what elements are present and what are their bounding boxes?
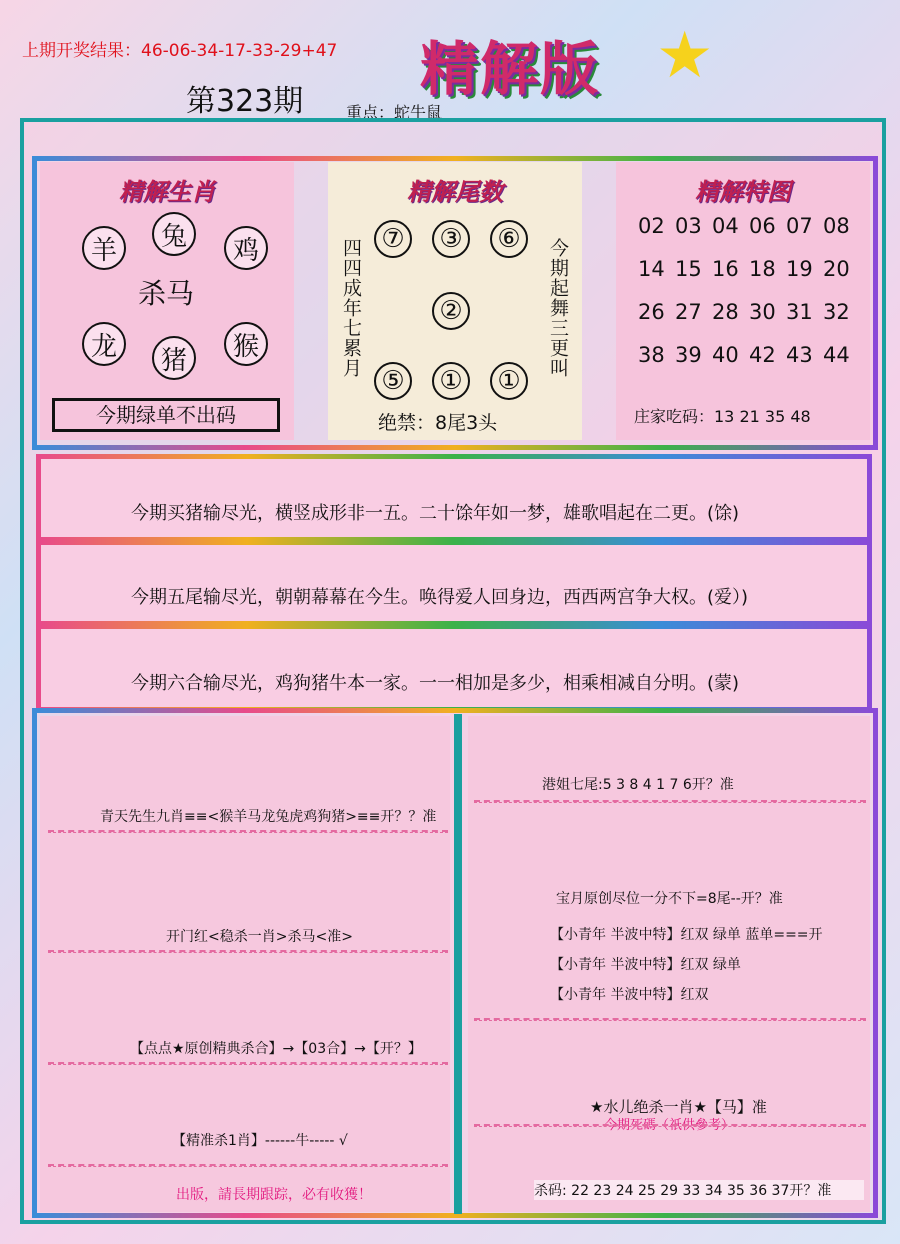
green-note: 今期绿单不出码 xyxy=(52,398,280,432)
special-number: 39 xyxy=(675,343,702,367)
tail-num: ⑦ xyxy=(374,220,412,258)
special-number: 44 xyxy=(823,343,850,367)
zodiac-dragon: 龙 xyxy=(82,322,126,366)
special-number: 38 xyxy=(638,343,665,367)
special-number: 28 xyxy=(712,300,739,324)
zodiac-panel-title: 精解生肖 xyxy=(119,177,215,206)
tail-left-verse: 四四成年七累月 xyxy=(340,238,362,378)
tail-num: ① xyxy=(490,362,528,400)
tail-num: ③ xyxy=(432,220,470,258)
last-result-text: 上期开奖结果：46-06-34-17-33-29+47 xyxy=(22,41,338,61)
zodiac-panel xyxy=(40,162,294,440)
logo: 精解版 xyxy=(420,35,601,103)
special-panel-title: 精解特图 xyxy=(695,177,791,206)
poem-row xyxy=(36,454,872,542)
kill-one-horse: ★水儿绝杀一肖★【马】准 xyxy=(590,1098,767,1116)
poem-text: 今期六合输尽光，鸡狗猪牛本一家。一一相加是多少，相乘相减自分明。(蒙) xyxy=(131,673,740,694)
special-number: 08 xyxy=(823,214,850,238)
special-panel xyxy=(616,162,870,440)
special-number: 27 xyxy=(675,300,702,324)
tail-position-line: 宝月原创尽位一分不下=8尾--开？准 xyxy=(556,891,783,907)
star-icon: ★ xyxy=(656,19,714,93)
tail-num: ② xyxy=(432,292,470,330)
special-number: 32 xyxy=(823,300,850,324)
special-number: 07 xyxy=(786,214,813,238)
special-number: 04 xyxy=(712,214,739,238)
zodiac-sheep: 羊 xyxy=(82,226,126,270)
half-wave-line: 【小青年 半波中特】红双 绿单 蓝单===开 xyxy=(550,927,823,943)
tail-panel xyxy=(328,162,582,440)
hk-seven-tails: 港姐七尾:5 3 8 4 1 7 6开？准 xyxy=(542,777,734,793)
issue-number: 第323期 xyxy=(186,84,304,119)
banker-numbers: 庄家吃码：13 21 35 48 xyxy=(634,407,811,426)
special-number: 03 xyxy=(675,214,702,238)
special-number: 40 xyxy=(712,343,739,367)
tail-panel-title: 精解尾数 xyxy=(407,177,503,206)
special-number: 30 xyxy=(749,300,776,324)
tail-num: ① xyxy=(432,362,470,400)
zodiac-rabbit: 兔 xyxy=(152,212,196,256)
kill-horse-line: 开门红<稳杀一肖>杀马<准> xyxy=(166,929,353,945)
column-divider xyxy=(454,714,462,1214)
tail-num: ⑤ xyxy=(374,362,412,400)
zodiac-kill: 杀马 xyxy=(138,277,195,310)
focus-text: 重点：蛇牛鼠 xyxy=(346,103,443,122)
nine-zodiac-line: 青天先生九肖≡≡<猴羊马龙兔虎鸡狗猪>≡≡开？？准 xyxy=(100,809,437,825)
kill-code-line: 杀码: 22 23 24 25 29 33 34 35 36 37开？准 xyxy=(534,1180,864,1200)
special-number-grid xyxy=(638,214,860,367)
special-number: 18 xyxy=(749,257,776,281)
special-number: 26 xyxy=(638,300,665,324)
kill-sum-line: 【点点★原创精典杀合】→【03合】→【开？】 xyxy=(130,1041,422,1057)
poem-row xyxy=(36,624,872,712)
main-board xyxy=(20,118,886,1224)
poem-row xyxy=(36,540,872,626)
dead-code-note: 今期死碼（祇供參考） xyxy=(604,1118,735,1133)
zodiac-rooster: 鸡 xyxy=(224,226,268,270)
special-number: 20 xyxy=(823,257,850,281)
special-number: 31 xyxy=(786,300,813,324)
special-number: 06 xyxy=(749,214,776,238)
zodiac-monkey: 猴 xyxy=(224,322,268,366)
right-column xyxy=(468,716,870,1212)
zodiac-pig: 猪 xyxy=(152,336,196,380)
kill-one-zodiac-line: 【精准杀1肖】------牛----- √ xyxy=(172,1133,348,1149)
special-number: 16 xyxy=(712,257,739,281)
special-number: 43 xyxy=(786,343,813,367)
special-number: 15 xyxy=(675,257,702,281)
poem-text: 今期买猪输尽光，横竖成形非一五。二十馀年如一梦，雄歌唱起在二更。(馀) xyxy=(131,503,740,524)
special-number: 19 xyxy=(786,257,813,281)
special-number: 02 xyxy=(638,214,665,238)
left-column xyxy=(40,716,450,1212)
tail-num: ⑥ xyxy=(490,220,528,258)
half-wave-line: 【小青年 半波中特】红双 绿单 xyxy=(550,957,741,973)
footer-note: 出版，請長期跟踪，必有收獲！ xyxy=(176,1187,372,1203)
special-number: 14 xyxy=(638,257,665,281)
tail-right-verse: 今期起舞三更叫 xyxy=(547,238,569,378)
tail-ban: 绝禁：8尾3头 xyxy=(378,412,498,434)
half-wave-line: 【小青年 半波中特】红双 xyxy=(550,987,709,1003)
special-number: 42 xyxy=(749,343,776,367)
poem-text: 今期五尾输尽光，朝朝幕幕在今生。唤得爱人回身边，西西两宫争大权。(爱）) xyxy=(131,587,749,608)
